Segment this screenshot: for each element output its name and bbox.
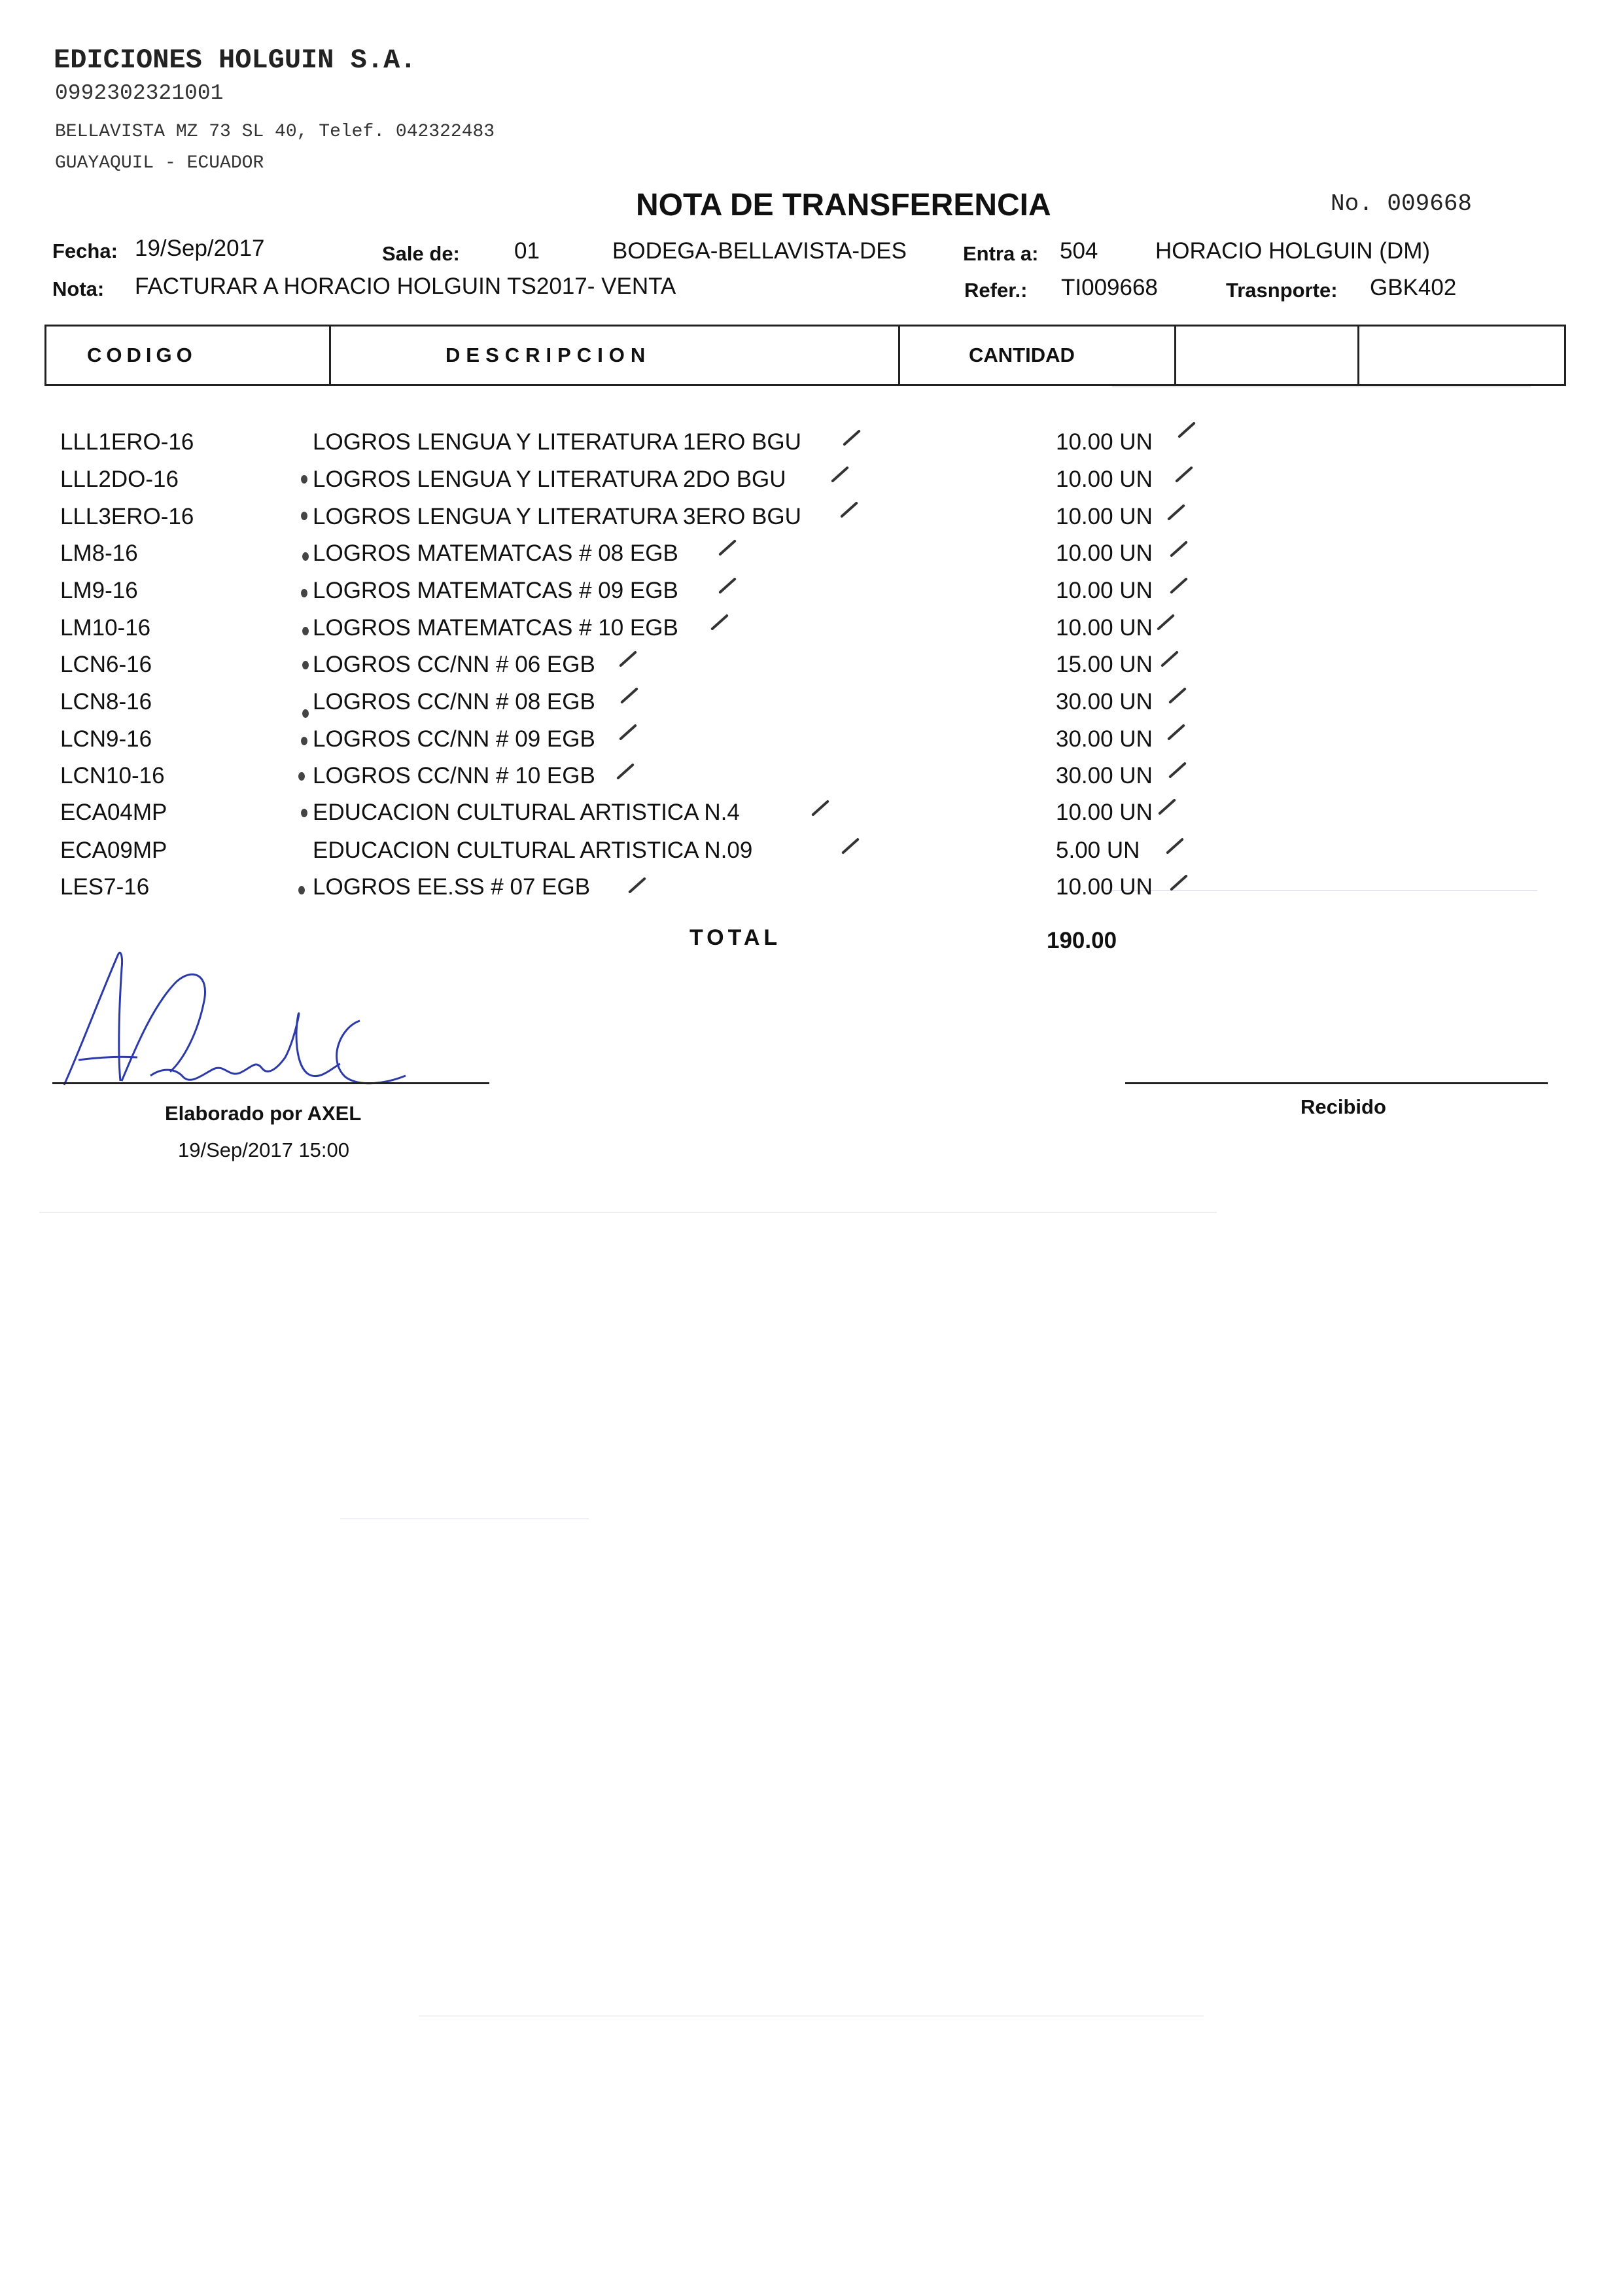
checkmark-icon bbox=[628, 877, 646, 894]
checkmark-icon bbox=[843, 429, 861, 446]
row-quantity: 30.00 UN bbox=[1056, 726, 1153, 752]
nota-value: FACTURAR A HORACIO HOLGUIN TS2017- VENTA bbox=[135, 274, 676, 299]
pen-dot bbox=[298, 886, 305, 894]
checkmark-icon bbox=[1168, 687, 1187, 704]
row-code: LCN6-16 bbox=[60, 652, 152, 677]
fecha-label: Fecha: bbox=[52, 239, 118, 262]
company-ruc: 0992302321001 bbox=[55, 81, 224, 105]
column-divider bbox=[898, 327, 900, 384]
total-label: TOTAL bbox=[689, 925, 782, 950]
pen-dot bbox=[301, 589, 307, 597]
transporte-value: GBK402 bbox=[1370, 275, 1457, 300]
checkmark-icon bbox=[840, 501, 858, 518]
row-code: ECA09MP bbox=[60, 838, 167, 863]
signature-icon bbox=[52, 929, 445, 1093]
pen-dot bbox=[301, 475, 307, 484]
row-description: LOGROS CC/NN # 06 EGB bbox=[313, 652, 595, 677]
checkmark-icon bbox=[1170, 577, 1188, 594]
sale-de-label: Sale de: bbox=[382, 242, 460, 265]
row-description: EDUCACION CULTURAL ARTISTICA N.4 bbox=[313, 800, 740, 825]
entra-a-name: HORACIO HOLGUIN (DM) bbox=[1155, 238, 1430, 264]
row-quantity: 10.00 UN bbox=[1056, 615, 1153, 641]
checkmark-icon bbox=[1178, 421, 1196, 438]
checkmark-icon bbox=[1170, 874, 1188, 891]
column-divider bbox=[1357, 327, 1359, 384]
row-description: EDUCACION CULTURAL ARTISTICA N.09 bbox=[313, 838, 753, 863]
column-divider bbox=[1174, 327, 1176, 384]
row-description: LOGROS LENGUA Y LITERATURA 2DO BGU bbox=[313, 467, 786, 492]
fecha-value: 19/Sep/2017 bbox=[135, 236, 265, 261]
row-quantity: 10.00 UN bbox=[1056, 429, 1153, 455]
row-description: LOGROS MATEMATCAS # 08 EGB bbox=[313, 540, 678, 566]
row-quantity: 10.00 UN bbox=[1056, 467, 1153, 492]
row-description: LOGROS MATEMATCAS # 09 EGB bbox=[313, 578, 678, 603]
checkmark-icon bbox=[1157, 614, 1175, 631]
document-number: No. 009668 bbox=[1331, 190, 1473, 217]
row-code: LM10-16 bbox=[60, 615, 151, 641]
company-city: GUAYAQUIL - ECUADOR bbox=[55, 153, 264, 173]
checkmark-icon bbox=[831, 466, 849, 483]
row-description: LOGROS EE.SS # 07 EGB bbox=[313, 874, 591, 900]
company-name: EDICIONES HOLGUIN S.A. bbox=[54, 44, 417, 76]
column-header-codigo: CODIGO bbox=[87, 344, 197, 366]
total-value: 190.00 bbox=[1047, 928, 1117, 953]
row-description: LOGROS CC/NN # 09 EGB bbox=[313, 726, 595, 752]
row-quantity: 10.00 UN bbox=[1056, 504, 1153, 529]
row-code: LES7-16 bbox=[60, 874, 150, 900]
checkmark-icon bbox=[1167, 724, 1185, 741]
sale-de-name: BODEGA-BELLAVISTA-DES bbox=[612, 238, 907, 264]
checkmark-icon bbox=[841, 838, 860, 855]
row-quantity: 30.00 UN bbox=[1056, 689, 1153, 715]
table-header bbox=[44, 325, 1566, 386]
nota-label: Nota: bbox=[52, 277, 105, 300]
row-quantity: 15.00 UN bbox=[1056, 652, 1153, 677]
sale-de-code: 01 bbox=[514, 238, 540, 264]
pen-dot bbox=[302, 552, 309, 561]
pen-dot bbox=[302, 709, 309, 718]
column-header-cantidad: CANTIDAD bbox=[969, 344, 1075, 366]
checkmark-icon bbox=[619, 724, 637, 741]
row-code: LM9-16 bbox=[60, 578, 138, 603]
checkmark-icon bbox=[619, 650, 637, 667]
row-code: LCN10-16 bbox=[60, 763, 165, 788]
checkmark-icon bbox=[710, 614, 729, 631]
elaborado-por: Elaborado por AXEL bbox=[165, 1102, 362, 1125]
refer-value: TI009668 bbox=[1061, 275, 1158, 300]
entra-a-code: 504 bbox=[1060, 238, 1098, 264]
elaborado-date: 19/Sep/2017 15:00 bbox=[178, 1139, 350, 1161]
pen-dot bbox=[298, 772, 305, 781]
row-quantity: 10.00 UN bbox=[1056, 800, 1153, 825]
checkmark-icon bbox=[718, 539, 737, 556]
company-address: BELLAVISTA MZ 73 SL 40, Telef. 042322483 bbox=[55, 122, 495, 142]
column-divider bbox=[329, 327, 331, 384]
row-quantity: 10.00 UN bbox=[1056, 874, 1153, 900]
row-description: LOGROS LENGUA Y LITERATURA 3ERO BGU bbox=[313, 504, 801, 529]
row-quantity: 10.00 UN bbox=[1056, 578, 1153, 603]
signature-line-elaborado bbox=[52, 1082, 489, 1084]
pen-dot bbox=[301, 737, 307, 745]
row-code: LCN8-16 bbox=[60, 689, 152, 715]
row-code: LLL3ERO-16 bbox=[60, 504, 194, 529]
row-code: LLL2DO-16 bbox=[60, 467, 179, 492]
checkmark-icon bbox=[718, 577, 737, 594]
pen-dot bbox=[302, 627, 309, 635]
row-description: LOGROS LENGUA Y LITERATURA 1ERO BGU bbox=[313, 429, 801, 455]
entra-a-label: Entra a: bbox=[963, 242, 1039, 265]
row-quantity: 5.00 UN bbox=[1056, 838, 1140, 863]
refer-label: Refer.: bbox=[964, 279, 1028, 302]
signature-line-recibido bbox=[1125, 1082, 1548, 1084]
checkmark-icon bbox=[1175, 466, 1193, 483]
checkmark-icon bbox=[1166, 838, 1184, 855]
row-code: LCN9-16 bbox=[60, 726, 152, 752]
document-title: NOTA DE TRANSFERENCIA bbox=[636, 188, 1051, 222]
checkmark-icon bbox=[1158, 798, 1176, 815]
checkmark-icon bbox=[616, 763, 635, 780]
checkmark-icon bbox=[1161, 650, 1179, 667]
row-code: LLL1ERO-16 bbox=[60, 429, 194, 455]
checkmark-icon bbox=[1170, 540, 1188, 557]
row-description: LOGROS CC/NN # 10 EGB bbox=[313, 763, 595, 788]
row-description: LOGROS CC/NN # 08 EGB bbox=[313, 689, 595, 715]
pen-dot bbox=[302, 661, 309, 669]
column-header-descripcion: DESCRIPCION bbox=[445, 344, 652, 366]
checkmark-icon bbox=[620, 687, 638, 704]
row-quantity: 10.00 UN bbox=[1056, 540, 1153, 566]
checkmark-icon bbox=[1168, 762, 1187, 779]
row-code: ECA04MP bbox=[60, 800, 167, 825]
row-quantity: 30.00 UN bbox=[1056, 763, 1153, 788]
pen-dot bbox=[301, 809, 307, 817]
row-code: LM8-16 bbox=[60, 540, 138, 566]
pen-dot bbox=[301, 512, 307, 520]
checkmark-icon bbox=[1167, 504, 1185, 521]
checkmark-icon bbox=[811, 800, 829, 817]
transporte-label: Trasnporte: bbox=[1226, 279, 1338, 302]
row-description: LOGROS MATEMATCAS # 10 EGB bbox=[313, 615, 678, 641]
recibido-label: Recibido bbox=[1300, 1095, 1386, 1118]
